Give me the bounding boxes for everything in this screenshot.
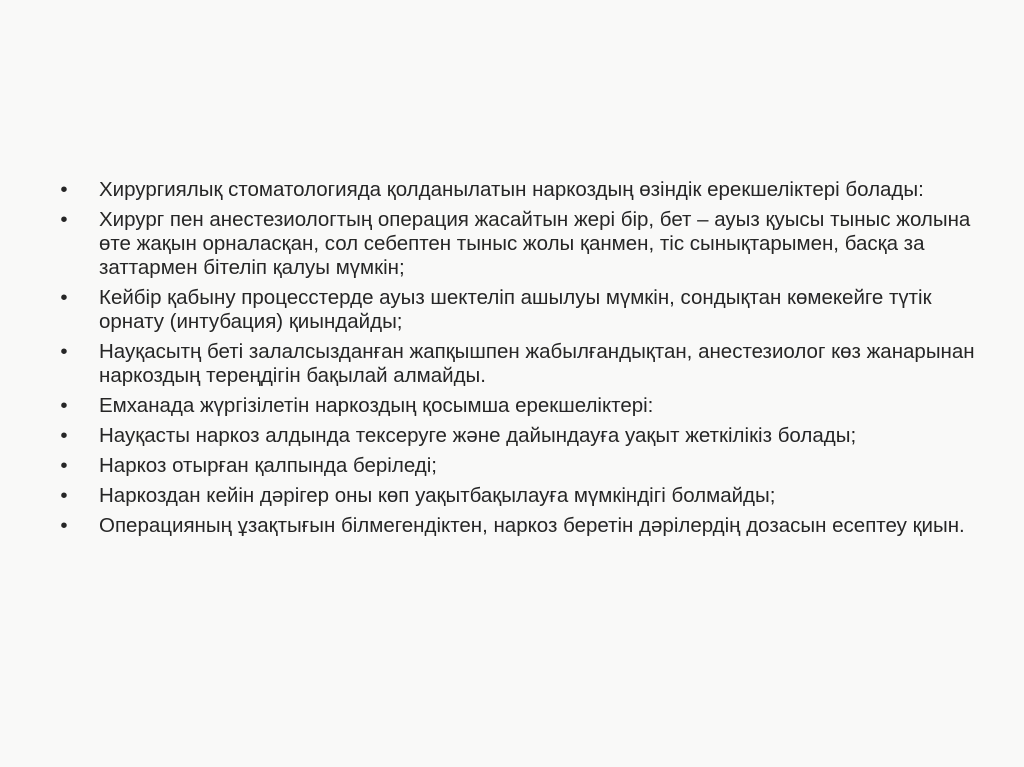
bullet-list [58,178,978,544]
list-item [58,394,978,418]
list-item-text: Хирург пен анестезиологтың операция жасайтын жері бір, бет – ауыз қуысы тыныс жолына өте жақын орналасқан, сол себептен тыныс жолы қанмен, тіс сынықтарымен, басқа за заттармен бітеліп қалуы мүмкін; [99,208,971,279]
bullet-icon: • [60,514,68,537]
list-item-text: Науқасытң беті залалсызданған жапқышпен жабылғандықтан, анестезиолог көз жанарынан наркоздың тереңдігін бақылай алмайды. [99,340,975,387]
list-item [58,514,978,538]
list-item [58,178,978,202]
list-item-text: Наркоз отырған қалпында беріледі; [99,454,437,477]
bullet-icon: • [60,178,68,201]
bullet-icon: • [60,208,68,231]
list-item [58,208,978,280]
list-item-text: Операцияның ұзақтығын білмегендіктен, наркоз беретін дәрілердің дозасын есептеу қиын. [99,514,965,537]
list-item [58,454,978,478]
bullet-icon: • [60,286,68,309]
bullet-icon: • [60,424,68,447]
list-item [58,424,978,448]
list-item [58,286,978,334]
list-item [58,484,978,508]
list-item-text: Наркоздан кейін дәрігер оны көп уақытбақылауға мүмкіндігі болмайды; [99,484,776,507]
list-item [58,340,978,388]
bullet-icon: • [60,340,68,363]
bullet-icon: • [60,454,68,477]
list-item-text: Емханада жүргізілетін наркоздың қосымша ерекшеліктері: [99,394,654,417]
list-item-text: Кейбір қабыну процесстерде ауыз шектеліп ашылуы мүмкін, сондықтан көмекейге түтік орнату (интубация) қиындайды; [99,286,932,333]
bullet-icon: • [60,484,68,507]
list-item-text: Науқасты наркоз алдында тексеруге және дайындауға уақыт жеткілікіз болады; [99,424,857,447]
bullet-icon: • [60,394,68,417]
list-item-text: Хирургиялық стоматологияда қолданылатын наркоздың өзіндік ерекшеліктері болады: [99,178,924,201]
